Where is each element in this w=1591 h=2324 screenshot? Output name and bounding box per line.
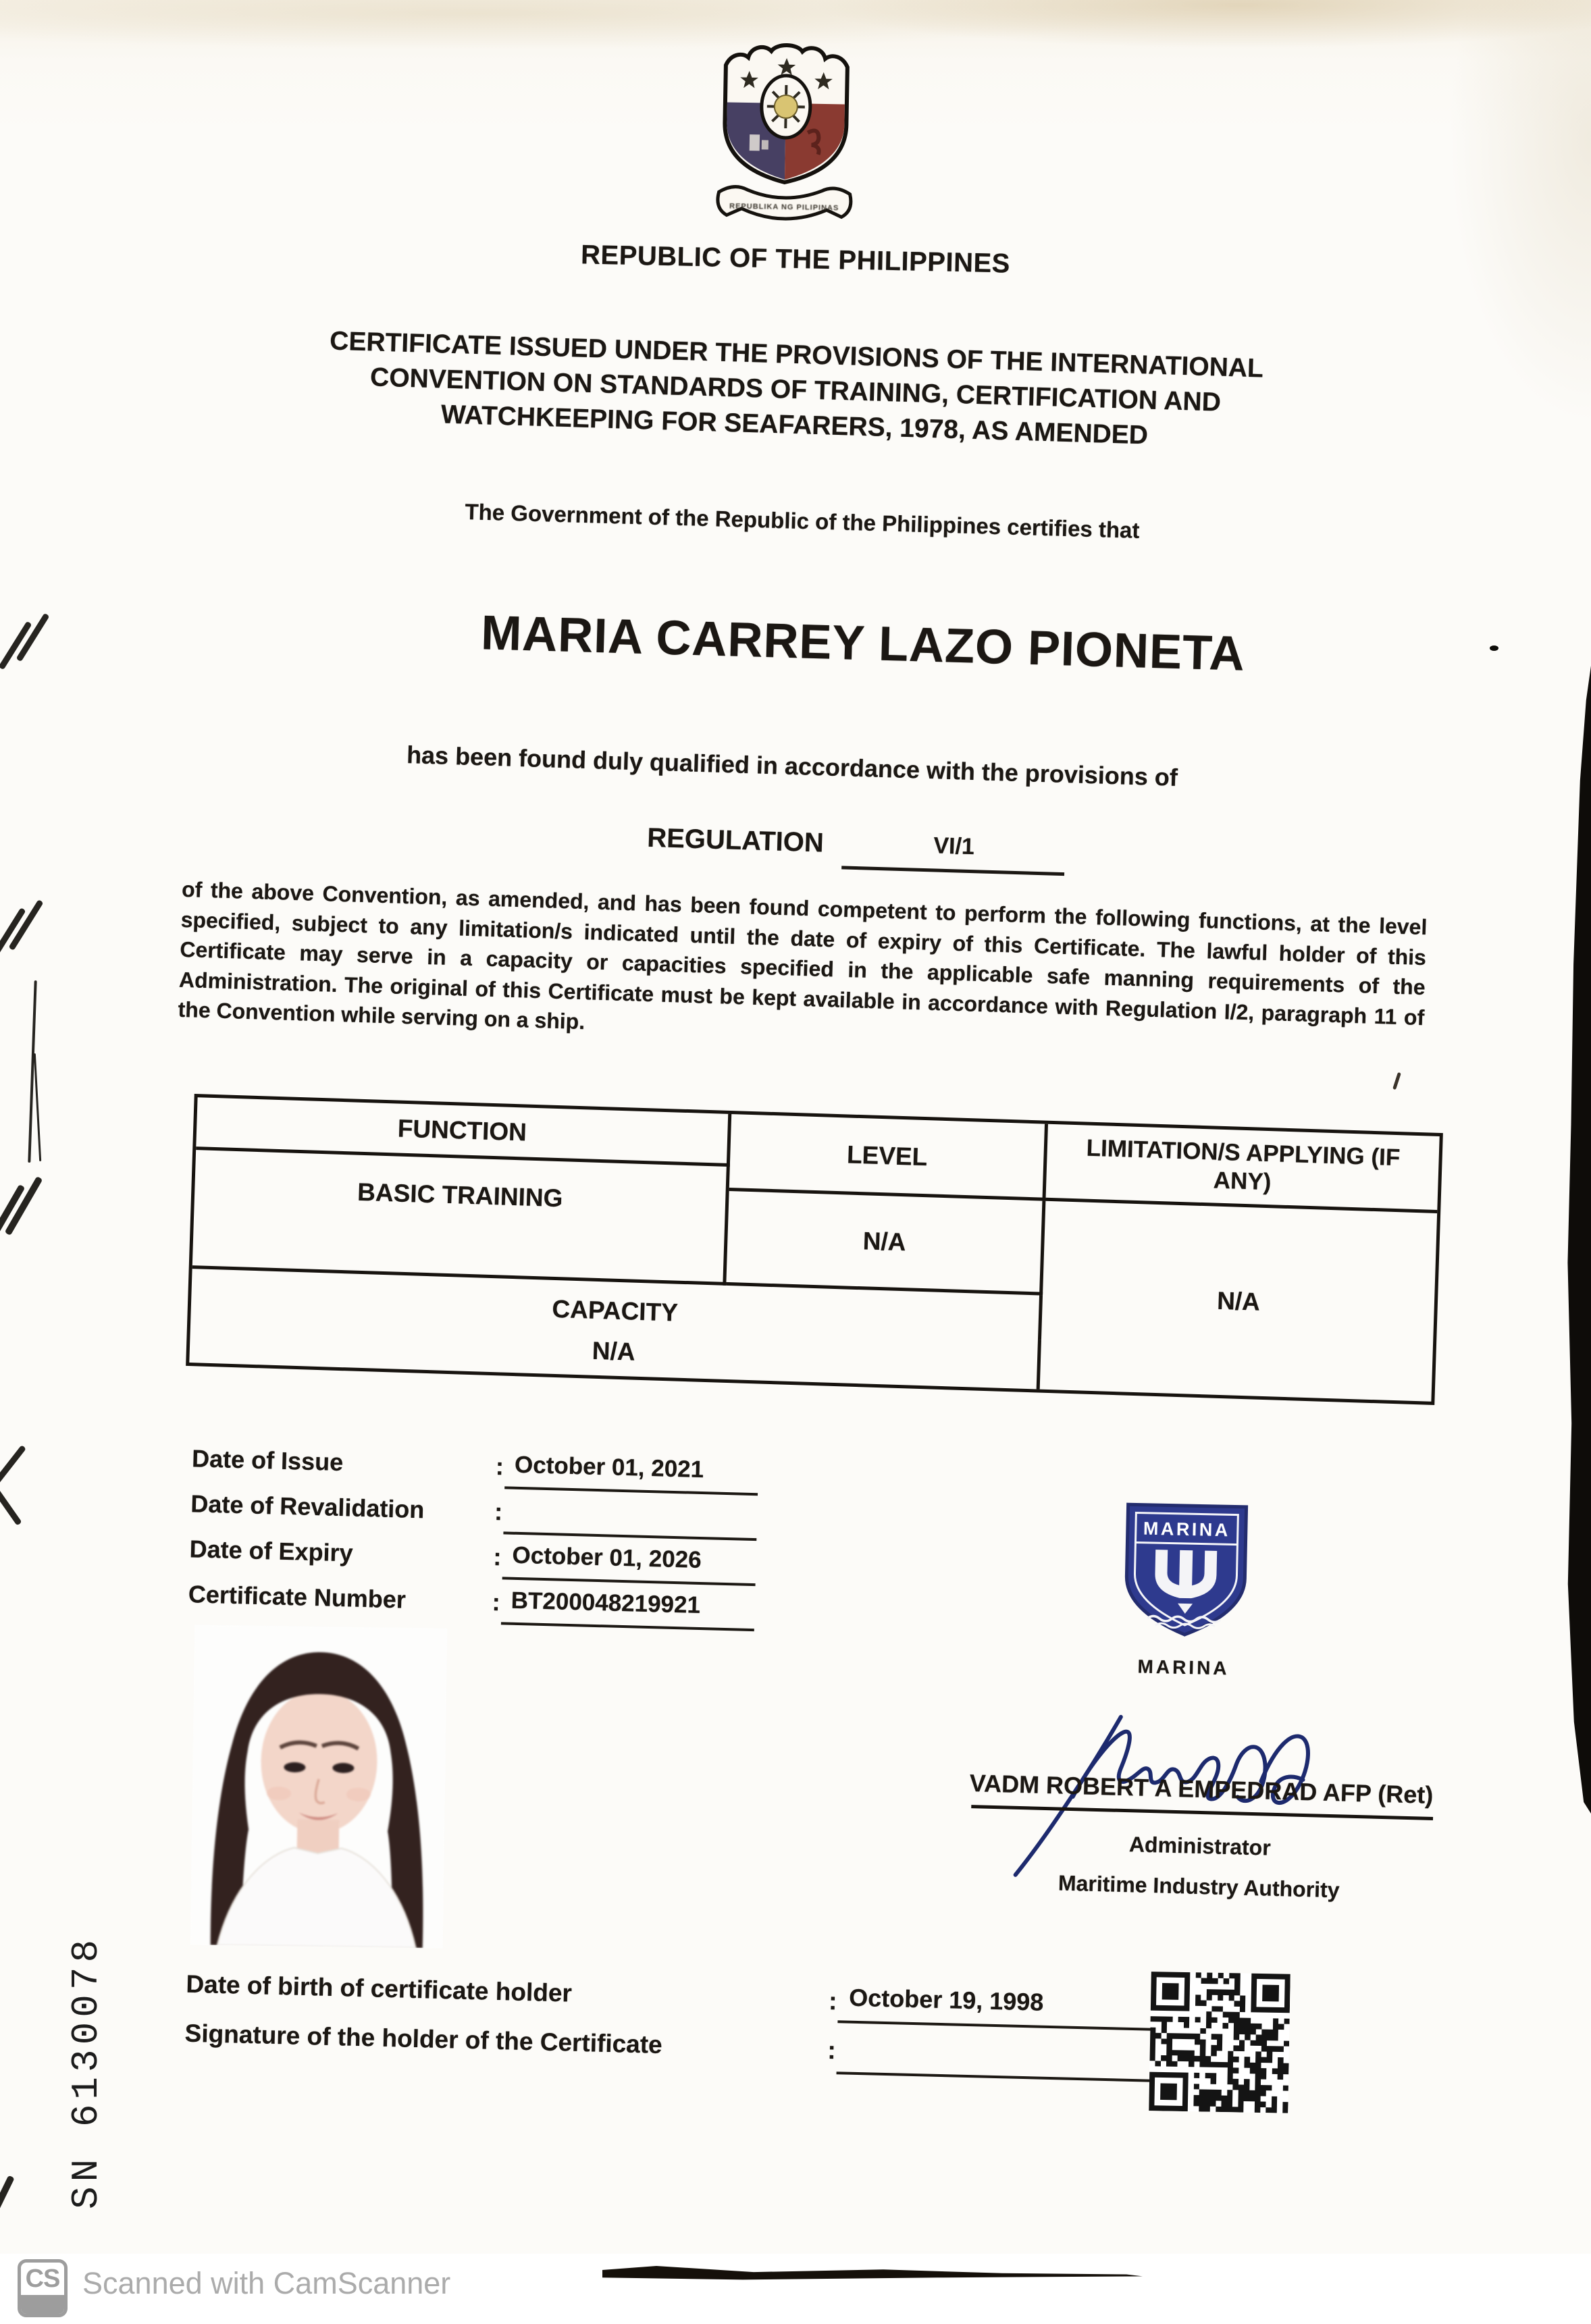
- qr-code: [1149, 1972, 1295, 2117]
- detail-value: October 01, 2026: [512, 1541, 702, 1574]
- signatory-title: Administrator: [1128, 1832, 1272, 1860]
- detail-value: BT200048219921: [511, 1587, 701, 1619]
- detail-value: October 01, 2021: [514, 1451, 704, 1483]
- scan-edge-shadow: [1567, 666, 1591, 1814]
- table-header-limitation: LIMITATION/S APPLYING (IF ANY): [1046, 1124, 1440, 1213]
- detail-underline: [503, 1531, 756, 1541]
- marina-logo: [1117, 1500, 1253, 1680]
- table-cell-level-value: N/A: [726, 1191, 1045, 1296]
- holder-fields: [184, 1970, 1199, 2094]
- scan-speck: [1392, 1072, 1401, 1090]
- table-header-function: FUNCTION: [196, 1097, 731, 1167]
- regulation-value-underline: [842, 830, 1066, 876]
- svg-text:MARINA: MARINA: [1143, 1518, 1230, 1541]
- camscanner-icon: [18, 2259, 68, 2317]
- table-header-level: LEVEL: [729, 1114, 1049, 1201]
- detail-colon: :: [492, 1542, 502, 1571]
- certificate-title: CERTIFICATE ISSUED UNDER THE PROVISIONS OF THE INTERNATIONAL CONVENTION ON STANDARDS OF TRAINING, CERTIFICATION AND WATCHKEEPING FOR SEAFARERS, 1978, AS AMENDED: [329, 326, 1264, 450]
- camscanner-icon-label: CS: [25, 2264, 60, 2293]
- field-colon: :: [827, 2036, 837, 2065]
- regulation-row: [646, 823, 1066, 876]
- pen-mark: [0, 2175, 15, 2223]
- table-cell-function-value: BASIC TRAINING: [192, 1150, 730, 1286]
- field-underline: [837, 2020, 1189, 2032]
- field-label: Signature of the holder of the Certificate: [184, 2019, 663, 2059]
- signatory-organization: Maritime Industry Authority: [1058, 1870, 1340, 1903]
- holder-name: MARIA CARREY LAZO PIONETA: [480, 606, 1246, 681]
- camscanner-icon-base: [21, 2295, 64, 2314]
- field-underline: [837, 2071, 1188, 2083]
- marina-shield-icon: [1120, 1500, 1251, 1640]
- detail-label: Date of Expiry: [189, 1535, 354, 1567]
- footer-watermark-text: Scanned with CamScanner: [82, 2266, 451, 2300]
- qualified-line: has been found duly qualified in accordance with the provisions of: [406, 741, 1178, 791]
- regulation-value: VI/1: [933, 833, 975, 860]
- certifies-line: The Government of the Republic of the Philippines certifies that: [465, 499, 1140, 543]
- competency-table: [186, 1094, 1443, 1405]
- detail-underline: [504, 1486, 758, 1496]
- detail-colon: :: [495, 1452, 504, 1481]
- field-colon: :: [828, 1986, 837, 2015]
- field-value: October 19, 1998: [848, 1983, 1044, 2016]
- signatory-name: VADM ROBERT A EMPEDRAD AFP (Ret): [969, 1769, 1434, 1809]
- table-cell-limitation-value: N/A: [1216, 1286, 1261, 1316]
- camscanner-footer: [0, 2254, 1591, 2324]
- body-paragraph: of the above Convention, as amended, and has been found competent to perform the following functions, at the level specified, subject to any limitation/s indicated until the date of expiry of this Certificate. The lawful holder of this Certificate may serve in a capacity or capacities specified in the applicable safe manning requirements of the Administration. The original of this Certificate must be kept available in accordance with Regulation I/2, paragraph 11 of the Convention while serving on a ship.: [178, 876, 1428, 1034]
- holder-photo: [190, 1625, 448, 1948]
- detail-underline: [501, 1622, 754, 1631]
- marina-caption: MARINA: [1137, 1656, 1230, 1679]
- serial-number: SN 6130078: [65, 1934, 108, 2209]
- field-label: Date of birth of certificate holder: [186, 1970, 573, 2007]
- philippine-coat-of-arms-icon: [706, 38, 864, 240]
- detail-label: Date of Issue: [191, 1444, 344, 1477]
- signatory-block: [962, 1702, 1440, 1930]
- regulation-label: REGULATION: [646, 822, 825, 858]
- country-title: REPUBLIC OF THE PHILIPPINES: [580, 240, 1011, 279]
- seal-banner-text: REPUBLIKA NG PILIPINAS: [729, 202, 839, 213]
- scan-speck: [1490, 645, 1498, 651]
- table-cell-capacity-value: N/A: [189, 1313, 1041, 1390]
- certificate-details: [188, 1444, 956, 1645]
- detail-colon: :: [492, 1587, 501, 1616]
- table-cell-capacity-label: CAPACITY: [191, 1269, 1043, 1340]
- detail-colon: :: [494, 1498, 503, 1526]
- detail-underline: [502, 1577, 756, 1586]
- detail-label: Certificate Number: [188, 1580, 407, 1614]
- pen-mark: [34, 1053, 41, 1161]
- detail-label: Date of Revalidation: [190, 1489, 425, 1524]
